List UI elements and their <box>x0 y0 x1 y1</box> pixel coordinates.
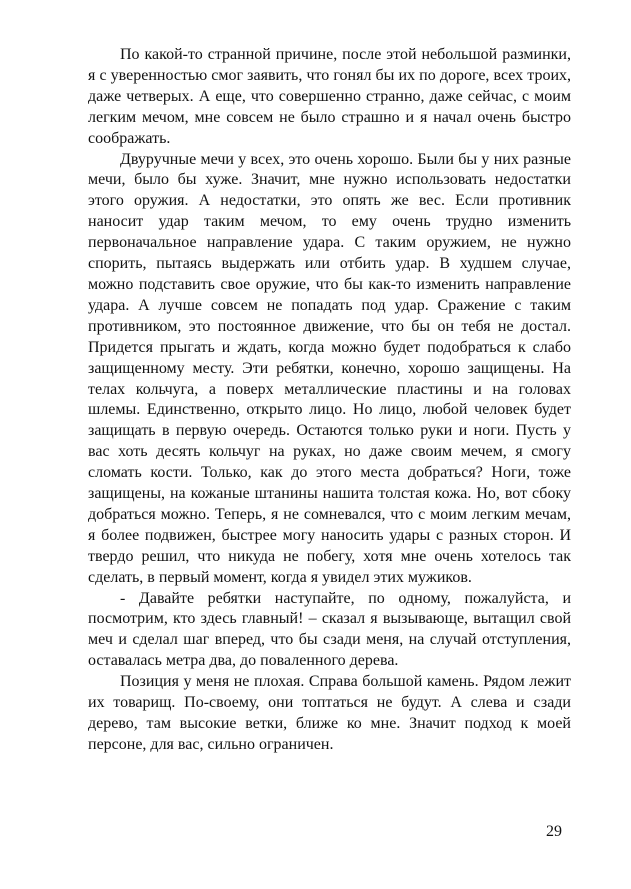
paragraph-3-dialogue: - Давайте ребятки наступайте, по одному, пожалуйста, и посмотрим, кто здесь главный! – сказал я вызывающе, вытащил свой меч и сделал шаг вперед, что бы сзади меня, на случай отступления, оставалась метра два, до поваленного дерева. <box>88 589 571 670</box>
paragraph-2: Двуручные мечи у всех, это очень хорошо. Были бы у них разные мечи, было бы хуже. Значит, мне нужно использовать недостатки этого оружия. А недостатки, это опять же вес. Если противник наносит удар таким мечом, то ему очень трудно изменить первоначальное направление удара. С таким оружием, не нужно спорить, пытаясь выдержать или отбить удар. В худшем случае, можно подставить свое оружие, что бы как-то изменить направление удара. А лучше совсем не попадать под удар. Сражение с таким противником, это постоянное движение, что бы он тебя не достал. Придется прыгать и ждать, когда можно будет подобраться к слабо защищенному месту. Эти ребятки, конечно, хорошо защищены. На телах кольчуга, а поверх металлические пластины и на головах шлемы. Единственно, открыто лицо. Но лицо, любой человек будет защищать в первую очередь. Остаются только руки и ноги. Пусть у вас хоть десять кольчуг на руках, но даже своим мечем, я смогу сломать кости. Только, как до этого места добраться? Ноги, тоже защищены, на кожаные штанины нашита толстая кожа. Но, вот сбоку добраться можно. Теперь, я не сомневался, что с моим легким мечам, я более подвижен, быстрее могу наносить удары с разных сторон. И твердо решил, что никуда не побегу, хотя мне очень хотелось так сделать, в первый момент, когда я увидел этих мужиков. <box>88 150 571 586</box>
page-number: 29 <box>546 823 562 840</box>
paragraph-4: Позиция у меня не плохая. Справа большой камень. Рядом лежит их товарищ. По-своему, они топтаться не будут. А слева и сзади дерево, там высокие ветки, ближе ко мне. Значит подход к моей персоне, для вас, сильно ограничен. <box>88 673 571 753</box>
body-text <box>88 45 571 756</box>
paragraph-1: По какой-то странной причине, после этой небольшой разминки, я с уверенностью смог заявить, что гонял бы их по дороге, всех троих, даже четверых. А еще, что совершенно странно, даже сейчас, с моим легким мечом, мне совсем не было страшно и я начал очень быстро соображать. <box>88 46 571 147</box>
